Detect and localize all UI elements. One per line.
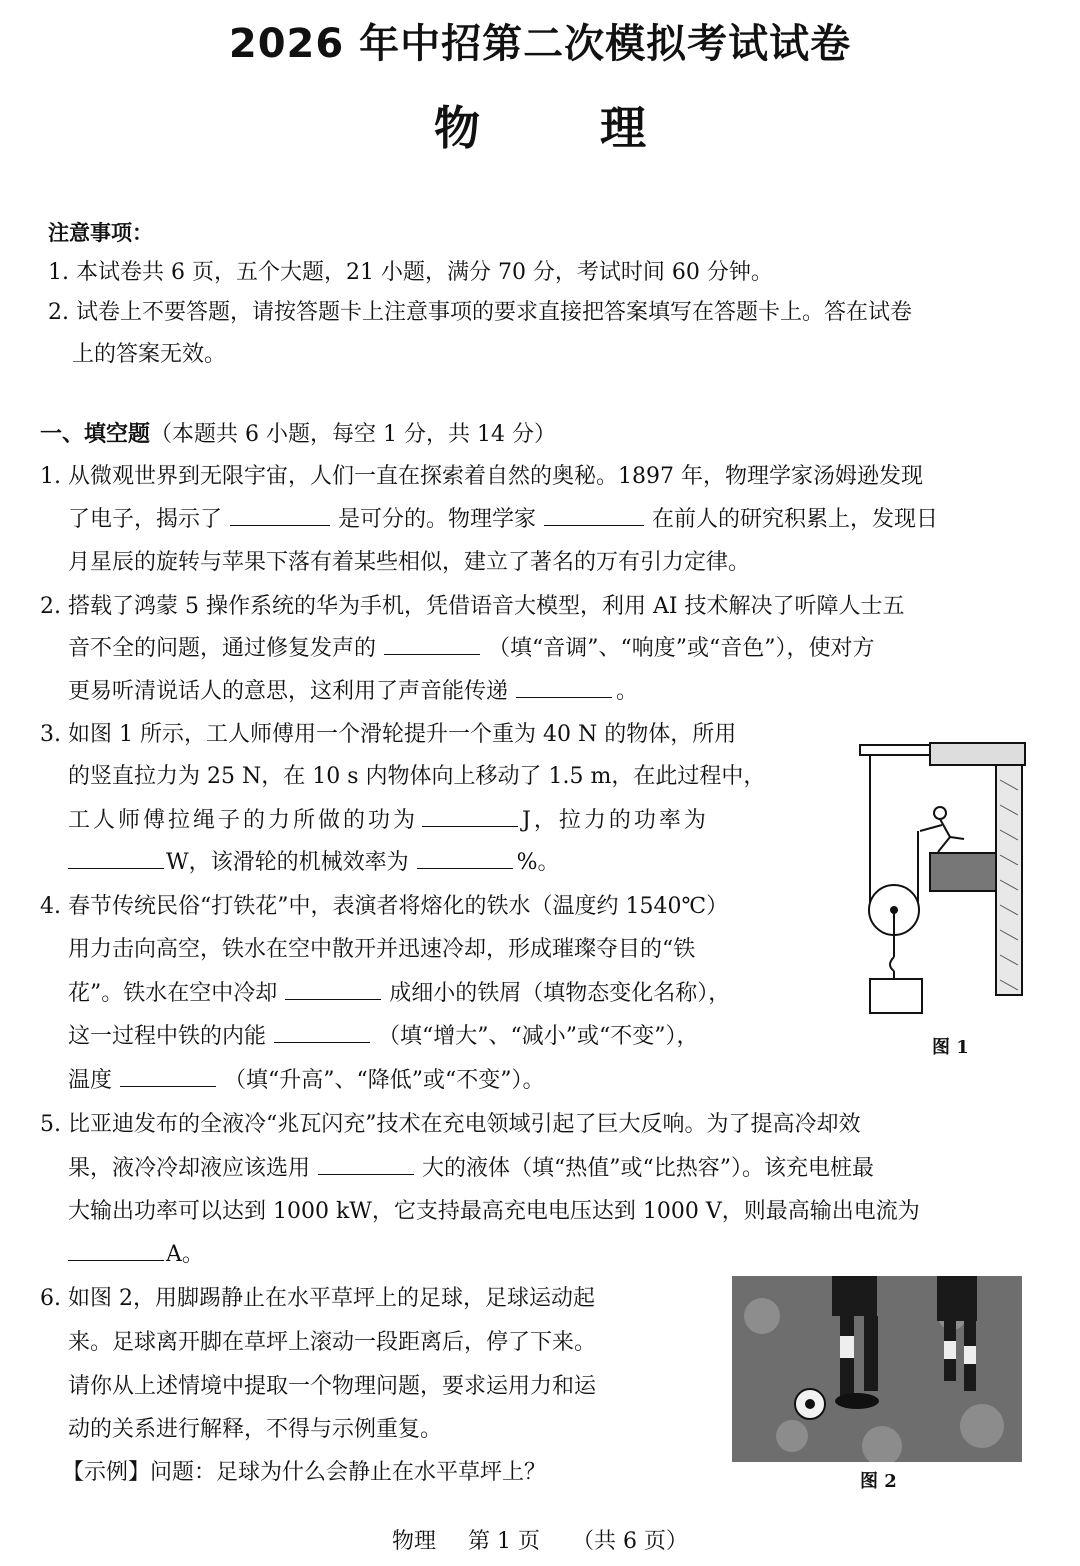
q4-text-a: 花”。铁水在空中冷却 bbox=[68, 981, 278, 1006]
footer-page: 第 1 页 bbox=[468, 1529, 540, 1554]
q1-line-3: 月星辰的旋转与苹果下落有着某些相似，建立了著名的万有引力定律。 bbox=[68, 550, 751, 575]
q4-text-c: 这一过程中铁的内能 bbox=[68, 1024, 267, 1049]
figure-2-caption: 图 2 bbox=[860, 1471, 897, 1492]
q3-text-a: 工人师傅拉绳子的力所做的功为 bbox=[68, 808, 419, 833]
q1-line-1: 1. 从微观世界到无限宇宙，人们一直在探索着自然的奥秘。1897 年，物理学家汤姆逊发现 bbox=[40, 464, 923, 489]
q5-text-a: 果，液冷冷却液应该选用 bbox=[68, 1156, 311, 1181]
notes-item-1: 1. 本试卷共 6 页，五个大题，21 小题，满分 70 分，考试时间 60 分钟。 bbox=[48, 260, 773, 285]
q4-line-5 bbox=[68, 1066, 545, 1096]
answer-blank bbox=[120, 1068, 216, 1087]
section-1-title: 一、填空题 bbox=[40, 422, 151, 447]
q3-line-4 bbox=[68, 848, 560, 878]
q5-line-3: 大输出功率可以达到 1000 kW，它支持最高充电电压达到 1000 V，则最高输出电流为 bbox=[68, 1199, 920, 1224]
answer-blank bbox=[68, 1242, 164, 1261]
subject-char-1: 物 bbox=[434, 101, 480, 155]
q6-example: 【示例】问题：足球为什么会静止在水平草坪上？ bbox=[62, 1460, 547, 1485]
answer-blank bbox=[318, 1156, 414, 1175]
q3-text-c: W，该滑轮的机械效率为 bbox=[166, 850, 409, 875]
q3-line-2: 的竖直拉力为 25 N，在 10 s 内物体向上移动了 1.5 m，在此过程中， bbox=[68, 764, 766, 789]
q3-line-3 bbox=[68, 806, 709, 836]
q5-text-b: 大的液体（填“热值”或“比热容”）。该充电桩最 bbox=[422, 1156, 875, 1181]
figure-1-caption: 图 1 bbox=[932, 1037, 969, 1058]
footer-total: （共 6 页） bbox=[572, 1529, 688, 1554]
q3-text-d: %。 bbox=[516, 850, 560, 875]
q4-line-1: 4. 春节传统民俗“打铁花”中，表演者将熔化的铁水（温度约 1540℃） bbox=[40, 894, 729, 919]
answer-blank bbox=[285, 981, 381, 1000]
q2-text-c: 更易听清说话人的意思，这利用了声音能传递 bbox=[68, 679, 509, 704]
notes-heading: 注意事项： bbox=[48, 221, 153, 245]
subject-title bbox=[0, 92, 1080, 158]
q4-text-e: 温度 bbox=[68, 1068, 113, 1093]
q2-text-a: 音不全的问题，通过修复发声的 bbox=[68, 636, 377, 661]
q5-line-4 bbox=[68, 1240, 204, 1270]
q4-line-3 bbox=[68, 979, 730, 1009]
q2-text-b: （填“音调”、“响度”或“音色”），使对方 bbox=[488, 636, 875, 661]
q5-line-2 bbox=[68, 1154, 874, 1184]
q4-text-b: 成细小的铁屑（填物态变化名称）， bbox=[389, 981, 731, 1006]
q5-text-c: A。 bbox=[166, 1242, 204, 1267]
subject-char-2: 理 bbox=[600, 101, 646, 155]
q4-line-2: 用力击向高空，铁水在空中散开并迅速冷却，形成璀璨夺目的“铁 bbox=[68, 937, 696, 962]
notes-item-2-cont: 上的答案无效。 bbox=[72, 342, 227, 367]
q3-text-b: J，拉力的功率为 bbox=[522, 808, 709, 833]
q5-line-1: 5. 比亚迪发布的全液冷“兆瓦闪充”技术在充电领域引起了巨大反响。为了提高冷却效 bbox=[40, 1112, 861, 1137]
section-1-note: （本题共 6 小题，每空 1 分，共 14 分） bbox=[150, 422, 556, 447]
q3-line-1: 3. 如图 1 所示，工人师傅用一个滑轮提升一个重为 40 N 的物体，所用 bbox=[40, 722, 737, 747]
q2-line-2 bbox=[68, 634, 875, 664]
q1-line-2 bbox=[68, 505, 938, 535]
pulley-figure bbox=[850, 735, 1030, 1035]
q2-line-3 bbox=[68, 677, 638, 707]
q4-text-d: （填“增大”、“减小”或“不变”）， bbox=[378, 1024, 699, 1049]
q2-text-d: 。 bbox=[616, 679, 639, 704]
q1-text-a: 了电子，揭示了 bbox=[68, 507, 223, 532]
q2-line-1: 2. 搭载了鸿蒙 5 操作系统的华为手机，凭借语音大模型，利用 AI 技术解决了听障人士五 bbox=[40, 594, 905, 619]
soccer-photo bbox=[732, 1276, 1022, 1462]
section-1-heading bbox=[40, 420, 556, 450]
answer-blank bbox=[274, 1024, 370, 1043]
answer-blank bbox=[544, 507, 644, 526]
q1-text-c: 在前人的研究积累上，发现日 bbox=[652, 507, 939, 532]
q6-line-2: 来。足球离开脚在草坪上滚动一段距离后，停了下来。 bbox=[68, 1330, 597, 1355]
answer-blank bbox=[230, 507, 330, 526]
q6-line-1: 6. 如图 2，用脚踢静止在水平草坪上的足球，足球运动起 bbox=[40, 1286, 595, 1311]
answer-blank bbox=[384, 636, 480, 655]
page-footer bbox=[0, 1524, 1080, 1555]
answer-blank bbox=[417, 850, 513, 869]
q4-text-f: （填“升高”、“降低”或“不变”）。 bbox=[224, 1068, 545, 1093]
q1-text-b: 是可分的。物理学家 bbox=[338, 507, 537, 532]
q4-line-4 bbox=[68, 1022, 699, 1052]
answer-blank bbox=[516, 679, 612, 698]
answer-blank bbox=[422, 808, 518, 827]
q6-line-3: 请你从上述情境中提取一个物理问题，要求运用力和运 bbox=[68, 1374, 597, 1399]
exam-title: 2026 年中招第二次模拟考试试卷 bbox=[228, 21, 852, 67]
notes-item-2: 2. 试卷上不要答题，请按答题卡上注意事项的要求直接把答案填写在答题卡上。答在试卷 bbox=[48, 300, 912, 325]
answer-blank bbox=[68, 850, 164, 869]
q6-line-4: 动的关系进行解释，不得与示例重复。 bbox=[68, 1417, 443, 1442]
footer-subject: 物理 bbox=[392, 1529, 437, 1554]
